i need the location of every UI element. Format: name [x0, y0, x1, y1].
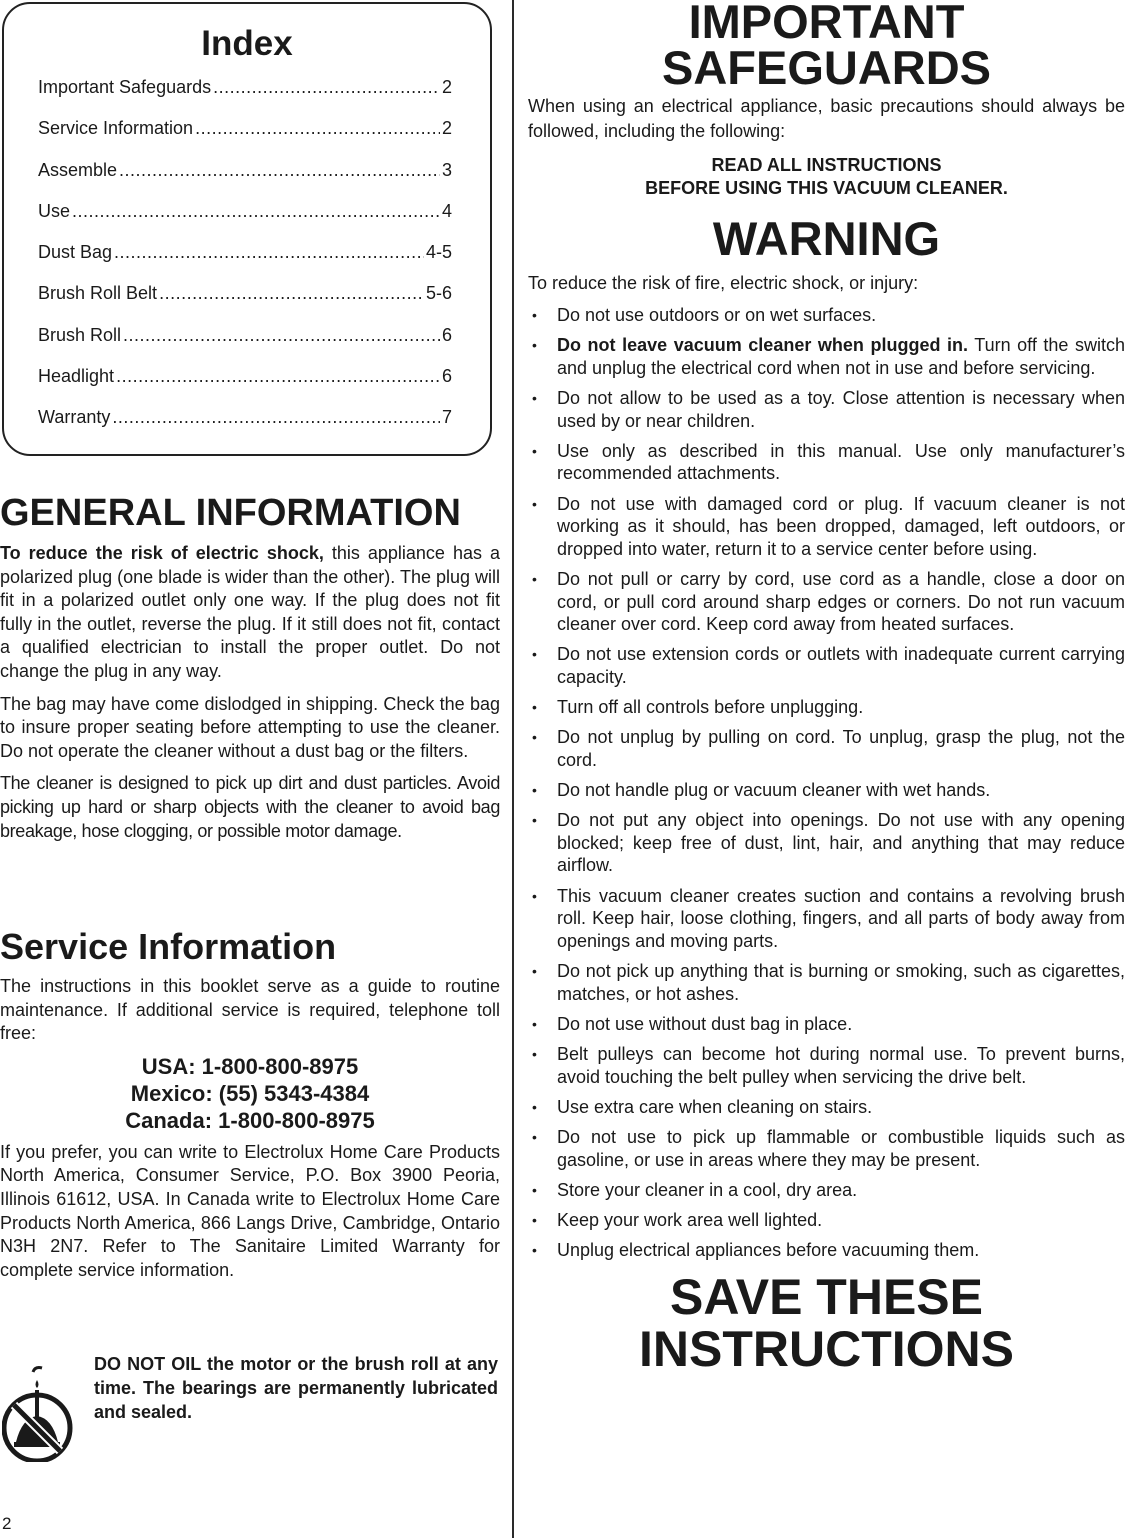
safeguard-body-text: Do not unplug by pulling on cord. To unplug, grasp the plug, not the cord. — [557, 727, 1125, 770]
index-page: 3 — [441, 159, 452, 180]
read-instructions-line2: BEFORE USING THIS VACUUM CLEANER. — [645, 178, 1008, 198]
bullet-marker: • — [532, 699, 537, 716]
bullet-marker: • — [532, 1098, 537, 1115]
save-instructions — [528, 1268, 1125, 1377]
index-page: 7 — [441, 407, 452, 428]
bullet-marker: • — [532, 495, 537, 512]
safeguards-bullet-list — [528, 304, 1125, 1262]
safeguards-intro: When using an electrical appliance, basic precautions should always be followed, including the following: — [528, 96, 1125, 141]
phone-canada: Canada: 1-800-800-8975 — [125, 1107, 375, 1133]
safeguard-text — [557, 1239, 1125, 1262]
save-line1: SAVE THESE — [669, 1268, 984, 1325]
safeguard-body-text: Do not put any object into openings. Do not use with any opening blocked; keep free of dust, lint, hair, and anything that may reduce airflow. — [557, 810, 1125, 876]
safeguard-text — [557, 1209, 1125, 1232]
bullet-marker: • — [532, 389, 537, 406]
safeguard-text — [557, 334, 1125, 379]
safeguard-item — [528, 809, 1125, 877]
safeguard-text — [557, 568, 1125, 636]
index-page: 6 — [441, 366, 452, 387]
index-leader-dots — [112, 406, 440, 428]
index-label: Use — [38, 200, 71, 221]
index-leader-dots — [114, 241, 424, 263]
safeguard-body-text: Use extra care when cleaning on stairs. — [557, 1096, 873, 1117]
safeguard-item — [528, 493, 1125, 561]
safeguard-body-text: Belt pulleys can become hot during normal use. To prevent burns, avoid touching the belt pulley when servicing the drive belt. — [557, 1043, 1125, 1087]
service-intro: The instructions in this booklet serve as a guide to routine maintenance. If additional service is required, telephone toll free: — [0, 976, 500, 1044]
safeguard-text — [557, 1043, 1125, 1088]
no-oil-text: DO NOT OIL the motor or the brush roll at any time. The bearings are permanently lubricated and sealed. — [94, 1354, 498, 1422]
safeguard-bold-text: Do not leave vacuum cleaner when plugged in. — [557, 335, 969, 356]
safeguard-item — [528, 1239, 1125, 1262]
phone-numbers — [0, 1053, 500, 1134]
index-title: Index — [201, 24, 293, 63]
safeguard-body-text: Do not use without dust bag in place. — [557, 1013, 853, 1034]
safeguard-item — [528, 304, 1125, 327]
bullet-marker: • — [532, 1128, 537, 1145]
safeguard-item — [528, 779, 1125, 802]
general-paragraph-3: The cleaner is designed to pick up dirt and dust particles. Avoid picking up hard or sharp objects with the cleaner to avoid bag breakage, hose clogging, or possible motor damage. — [0, 773, 500, 841]
safeguard-text — [557, 1126, 1125, 1171]
safeguard-text — [557, 1096, 1125, 1119]
safeguard-item — [528, 885, 1125, 953]
right-column — [528, 0, 1125, 1375]
index-row — [38, 324, 452, 365]
safeguard-body-text: Do not pick up anything that is burning or smoking, such as cigarettes, matches, or hot ashes. — [557, 960, 1125, 1004]
index-page: 2 — [441, 77, 452, 97]
safeguard-item — [528, 568, 1125, 636]
service-information-section — [0, 927, 500, 1282]
safeguard-text — [557, 885, 1125, 953]
important-safeguards-title — [528, 0, 1125, 94]
safeguard-item — [528, 1126, 1125, 1171]
index-leader-dots — [123, 324, 440, 346]
safeguard-body-text: Turn off all controls before unplugging. — [557, 697, 864, 718]
bullet-marker: • — [532, 570, 537, 587]
index-row — [38, 406, 452, 447]
no-oil-icon — [2, 1358, 74, 1462]
safeguard-text — [557, 696, 1125, 719]
save-line2: INSTRUCTIONS — [639, 1320, 1014, 1377]
warning-intro: To reduce the risk of fire, electric shock, or injury: — [528, 273, 919, 293]
bullet-marker: • — [532, 646, 537, 663]
index-leader-dots — [116, 365, 440, 387]
safeguard-body-text: Use only as described in this manual. Use only manufacturer’s recommended attachments. — [557, 440, 1125, 484]
service-information-heading: Service Information — [0, 926, 337, 967]
column-divider — [512, 0, 514, 1538]
bullet-marker: • — [532, 307, 537, 323]
general-paragraph-1-bold: To reduce the risk of electric shock, — [0, 543, 324, 563]
safeguard-text — [557, 779, 1125, 802]
index-list — [38, 76, 452, 448]
safeguard-body-text: Store your cleaner in a cool, dry area. — [557, 1179, 858, 1200]
bullet-marker: • — [532, 1242, 537, 1259]
index-label: Warranty — [38, 407, 111, 428]
safeguard-text — [557, 304, 1125, 327]
index-box — [2, 2, 492, 456]
safeguard-item — [528, 1209, 1125, 1232]
bullet-marker: • — [532, 337, 537, 354]
safeguard-text — [557, 643, 1125, 688]
safeguard-item — [528, 1096, 1125, 1119]
bullet-marker: • — [532, 962, 537, 979]
safeguard-body-text: Do not use to pick up flammable or combustible liquids such as gasoline, or use in areas where they may be present. — [557, 1126, 1125, 1170]
bullet-marker: • — [532, 729, 537, 746]
safeguard-text — [557, 809, 1125, 877]
index-label: Brush Roll Belt — [38, 283, 158, 304]
important-title-line2: SAFEGUARDS — [661, 41, 992, 94]
safeguard-body-text: Do not handle plug or vacuum cleaner with wet hands. — [557, 780, 991, 801]
safeguard-body-text: This vacuum cleaner creates suction and contains a revolving brush roll. Keep hair, loose clothing, fingers, and all parts of body away from openings and moving parts. — [557, 885, 1125, 951]
index-leader-dots — [119, 159, 440, 181]
bullet-marker: • — [532, 1045, 537, 1062]
safeguard-text — [557, 726, 1125, 771]
phone-usa: USA: 1-800-800-8975 — [141, 1053, 359, 1079]
index-leader-dots — [72, 200, 440, 222]
phone-mexico: Mexico: (55) 5343-4384 — [130, 1080, 370, 1106]
bullet-marker: • — [532, 1181, 537, 1198]
safeguard-item — [528, 643, 1125, 688]
warning-heading: WARNING — [712, 212, 941, 265]
index-label: Headlight — [38, 366, 115, 387]
safeguard-text — [557, 493, 1125, 561]
safeguard-item — [528, 334, 1125, 379]
safeguard-item — [528, 387, 1125, 432]
index-row — [38, 200, 452, 241]
safeguard-item — [528, 1043, 1125, 1088]
general-information-heading: GENERAL INFORMATION — [0, 492, 461, 534]
safeguard-item — [528, 440, 1125, 485]
safeguard-body-text: Turn off the switch and unplug the electrical cord when not in use and before servicing. — [557, 335, 1125, 378]
bullet-marker: • — [532, 1211, 537, 1228]
index-page: 2 — [441, 118, 452, 139]
index-label: Brush Roll — [38, 324, 122, 345]
safeguard-body-text: Unplug electrical appliances before vacuuming them. — [557, 1240, 980, 1261]
no-oil-notice — [0, 1350, 500, 1470]
safeguard-body-text: Do not use extension cords or outlets with inadequate current carrying capacity. — [557, 644, 1125, 687]
safeguard-item — [528, 1179, 1125, 1202]
safeguard-item — [528, 960, 1125, 1005]
bullet-marker: • — [532, 782, 537, 799]
index-label: Service Information — [38, 118, 194, 139]
index-label: Important Safeguards — [38, 77, 212, 97]
service-write-paragraph: If you prefer, you can write to Electrolux Home Care Products North America, Consumer Service, P.O. Box 3900 Peoria, Illinois 61612, USA. In Canada write to Electrolux Home Care Products North America, 866 Langs Drive, Cambridge, Ontario N3H 2N7. Refer to The Sanitaire Limited Warranty for complete service information. — [0, 1141, 500, 1280]
index-page: 4 — [441, 200, 452, 221]
page-number: 2 — [2, 1514, 12, 1533]
general-paragraph-1-text: this appliance has a polarized plug (one blade is wider than the other). The plug will fit in a polarized outlet only one way. If the plug does not fit fully in the outlet, reverse the plug. If it still does not fit, contact a qualified electrician to install the proper outlet. Do not change the plug in any way. — [0, 543, 500, 681]
index-row — [38, 365, 452, 406]
general-information-section — [0, 492, 500, 843]
index-page: 4-5 — [425, 242, 452, 263]
safeguard-text — [557, 1013, 1125, 1036]
index-row — [38, 76, 452, 117]
important-title-line1: IMPORTANT — [688, 0, 965, 48]
index-label: Dust Bag — [38, 242, 113, 263]
read-instructions-line1: READ ALL INSTRUCTIONS — [711, 155, 942, 175]
index-row — [38, 282, 452, 323]
safeguard-body-text: Do not allow to be used as a toy. Close attention is necessary when used by or near children. — [557, 387, 1125, 431]
index-row — [38, 117, 452, 158]
bullet-marker: • — [532, 1015, 537, 1032]
safeguard-item — [528, 726, 1125, 771]
safeguard-body-text: Do not use with damaged cord or plug. If vacuum cleaner is not working as it should, has been dropped, damaged, left outdoors, or dropped into water, return it to a service center before using. — [557, 493, 1125, 559]
bullet-marker: • — [532, 812, 537, 829]
safeguard-body-text: Do not pull or carry by cord, use cord as a handle, close a door on cord, or pull cord around sharp edges or corners. Do not run vacuum cleaner over cord. Keep cord away from heated surfaces. — [557, 568, 1125, 635]
safeguard-text — [557, 440, 1125, 485]
safeguard-body-text: Keep your work area well lighted. — [557, 1209, 823, 1230]
safeguard-body-text: Do not use outdoors or on wet surfaces. — [557, 305, 877, 325]
index-row — [38, 241, 452, 282]
safeguard-text — [557, 960, 1125, 1005]
safeguard-item — [528, 696, 1125, 719]
safeguard-text — [557, 387, 1125, 432]
index-page: 6 — [441, 324, 452, 345]
read-instructions — [528, 154, 1125, 200]
bullet-marker: • — [532, 442, 537, 459]
bullet-marker: • — [532, 887, 537, 904]
safeguard-item — [528, 1013, 1125, 1036]
index-page: 5-6 — [425, 283, 452, 304]
safeguard-text — [557, 1179, 1125, 1202]
index-leader-dots — [159, 282, 424, 304]
general-paragraph-2: The bag may have come dislodged in shipping. Check the bag to insure proper seating before attempting to use the cleaner. Do not operate the cleaner without a dust bag or the filters. — [0, 693, 500, 761]
index-label: Assemble — [38, 159, 118, 180]
index-leader-dots — [213, 76, 440, 98]
index-row — [38, 159, 452, 200]
index-leader-dots — [195, 117, 440, 139]
general-paragraph-1 — [0, 542, 500, 684]
